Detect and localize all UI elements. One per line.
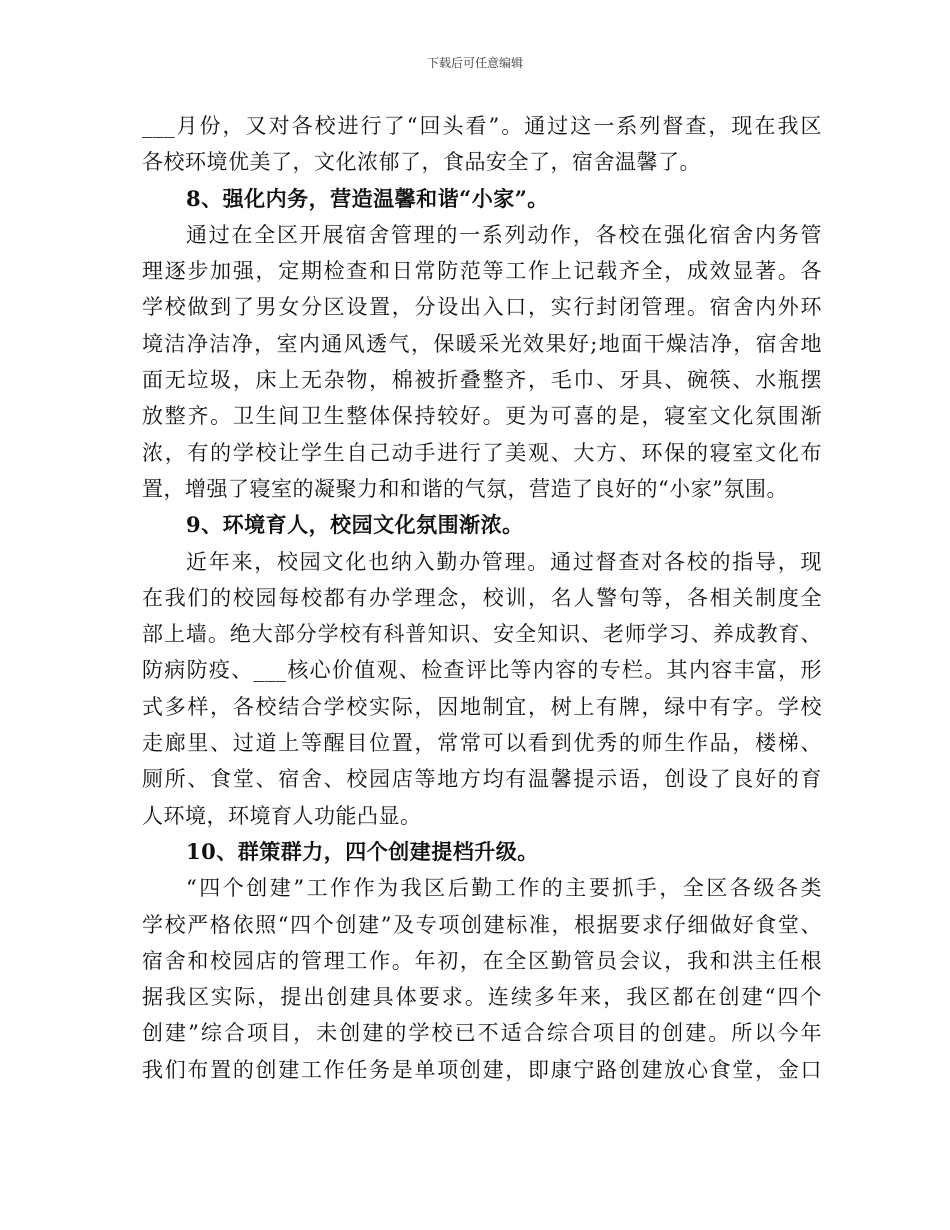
- paragraph-line: 走廊里、过道上等醒目位置，常常可以看到优秀的师生作品，楼梯、: [142, 731, 822, 756]
- paragraph-last-line: 各校环境优美了，文化浓郁了，食品安全了，宿舍温馨了。: [142, 150, 701, 175]
- paragraph-line: 学校严格依照“四个创建”及专项创建标准，根据要求仔细做好食堂、: [142, 912, 822, 937]
- paragraph-line: 理逐步加强，定期检查和日常防范等工作上记载齐全，成效显著。各: [142, 259, 822, 284]
- paragraph-line: 据我区实际，提出创建具体要求。连续多年来，我区都在创建“四个: [142, 985, 822, 1010]
- paragraph-line: 宿舍和校园店的管理工作。年初，在全区勤管员会议，我和洪主任根: [142, 948, 822, 973]
- paragraph-line: 式多样，各校结合学校实际，因地制宜，树上有牌，绿中有字。学校: [142, 694, 822, 719]
- paragraph-line: 部上墙。绝大部分学校有科普知识、安全知识、老师学习、养成教育、: [142, 622, 822, 647]
- paragraph-first-line: 近年来，校园文化也纳入勤办管理。通过督查对各校的指导，现: [186, 549, 822, 574]
- section-heading: 9、环境育人，校园文化氛围渐浓。: [186, 512, 524, 538]
- paragraph-line: 厕所、食堂、宿舍、校园店等地方均有温馨提示语，创设了良好的育: [142, 767, 822, 792]
- section-heading: 10、群策群力，四个创建提档升级。: [186, 838, 539, 864]
- paragraph-last-line: 置，增强了寝室的凝聚力和和谐的气氛，营造了良好的“小家”氛围。: [142, 476, 788, 501]
- paragraph-line: 创建”综合项目，未创建的学校已不适合综合项目的创建。所以今年: [142, 1021, 822, 1046]
- paragraph-line: 放整齐。卫生间卫生整体保持较好。更为可喜的是，寝室文化氛围渐: [142, 404, 822, 429]
- paragraph-line: 我们布置的创建工作任务是单项创建，即康宁路创建放心食堂，金口: [142, 1057, 822, 1082]
- paragraph-first-line: 通过在全区开展宿舍管理的一系列动作，各校在强化宿舍内务管: [186, 222, 822, 247]
- paragraph-line: 面无垃圾，床上无杂物，棉被折叠整齐，毛巾、牙具、碗筷、水瓶摆: [142, 368, 822, 393]
- paragraph-first-line: “四个创建”工作作为我区后勤工作的主要抓手，全区各级各类: [186, 876, 822, 901]
- paragraph-line: 学校做到了男女分区设置，分设出入口，实行封闭管理。宿舍内外环: [142, 295, 822, 320]
- paragraph-line: 境洁净洁净，室内通风透气，保暖采光效果好;地面干燥洁净，宿舍地: [142, 331, 822, 356]
- document-body: [142, 108, 822, 1088]
- paragraph-line: 在我们的校园每校都有办学理念，校训，名人警句等，各相关制度全: [142, 585, 822, 610]
- paragraph-line: ___月份，又对各校进行了“回头看”。通过这一系列督查，现在我区: [142, 114, 822, 138]
- paragraph-line: 防病防疫、___核心价值观、检查评比等内容的专栏。其内容丰富，形: [142, 658, 822, 683]
- section-heading: 8、强化内务，营造温馨和谐“小家”。: [186, 185, 549, 211]
- paragraph-line: 浓，有的学校让学生自己动手进行了美观、大方、环保的寝室文化布: [142, 440, 822, 465]
- paragraph-last-line: 人环境，环境育人功能凸显。: [142, 803, 422, 828]
- page-header: 下载后可任意编辑: [426, 56, 523, 70]
